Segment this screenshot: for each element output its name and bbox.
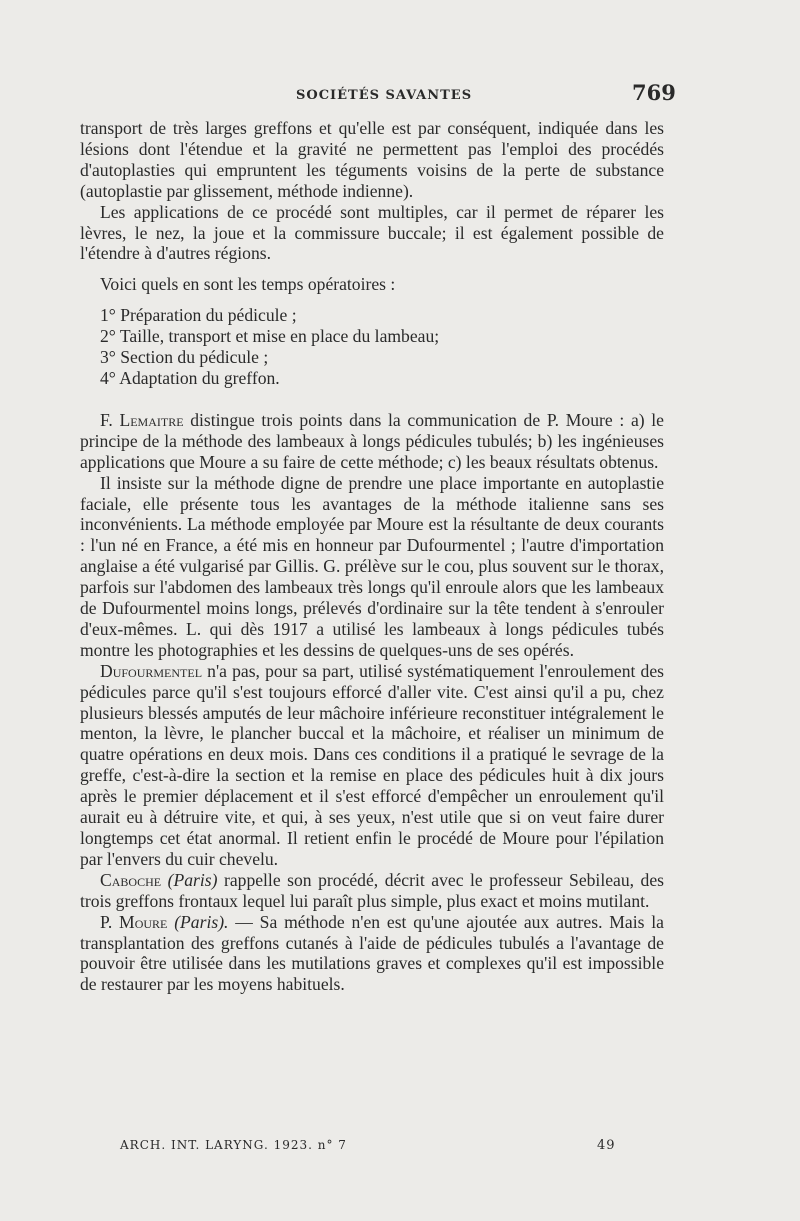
page-footer [120,1138,640,1158]
signature-number: 49 [597,1138,616,1153]
paragraph-text: — Sa méthode n'en est qu'une ajoutée aux autres. Mais la transplantation des greffons cutanés à l'aide de pédicules tubulés a l'avantage de pouvoir être utilisée dans les mutilations graves et complexes qu'il est impossible de restaurer par les moyens habituels. [80,911,664,995]
paragraph-moure [80,912,664,996]
paragraph-dufourmentel [80,661,664,870]
paragraph-text: n'a pas, pour sa part, utilisé systématiquement l'enroulement des pédicules parce qu'il s'est toujours efforcé d'aller vite. C'est ainsi qu'il a pu, chez plusieurs blessés amputés de leur mâchoire inférieure reconstituer intégralement le menton, la lèvre, le plancher buccal et la mâchoire, et réaliser un minimum de quatre opérations en deux mois. Dans ces conditions il a pratiqué le sevrage de la greffe, c'est-à-dire la section et la remise en place des pédicules huit à dix jours après le premier déplacement et il s'est efforcé d'empêcher un enroulement qu'il aurait eu à détruire vite, et qui, à ses yeux, n'est utile que si on veut faire durer longtemps cet état anormal. Il retient enfin le procédé de Moure pour l'épilation par l'envers du cuir chevelu. [80,660,664,869]
speaker-city: (Paris) [167,869,218,890]
paragraph-1: transport de très larges greffons et qu'elle est par conséquent, indiquée dans les lésions dont l'étendue et la gravité ne permettent pas l'emploi des procédés d'autoplasties qui empruntent les téguments voisins de la perte de substance (autoplastie par glissement, méthode indienne). [80,118,664,201]
operative-steps-list [80,305,664,389]
paragraph-lemaitre [80,410,664,473]
speaker-city: (Paris). [174,911,229,932]
speaker-name: F. Lemaitre [100,409,184,430]
speaker-name: P. Moure [100,911,168,932]
list-item: 3° Section du pédicule ; [100,347,269,368]
paragraph-text: distingue trois points dans la communication de P. Moure : a) le principe de la méthode des lambeaux à longs pédicules tubulés; b) les ingénieuses applications que Moure a su faire de cette méthode; c) les beaux résultats obtenus. [80,409,664,472]
paragraph-2: Les applications de ce procédé sont multiples, car il permet de réparer les lèvres, le nez, la joue et la commissure buccale; il est également possible de l'étendre à d'autres régions. [80,201,664,264]
running-head: SOCIÉTÉS SAVANTES [296,88,473,103]
speaker-name: Dufourmentel [100,660,203,681]
paragraph-5: Il insiste sur la méthode digne de prendre une place importante en autoplastie faciale, elle présente tous les avantages de la méthode italienne sans ses inconvénients. La méthode employée par Moure est la résultante de deux courants : l'un né en France, a été mis en honneur par Dufourmentel ; l'autre d'importation anglaise a été vulgarisé par Gillis. G. prélève sur le cou, plus souvent sur le thorax, parfois sur l'abdomen des lambeaux très longs qu'il enroule alors que les lambeaux de Dufourmentel moins longs, prélevés d'ordinaire sur la tête tendent à s'enrouler d'eux-mêmes. L. qui dès 1917 a utilisé les lambeaux à longs pédicules tubés montre les photographies et les dessins de quelques-uns de ses opérés. [80,472,664,660]
page-header [0,80,800,110]
list-item: 2° Taille, transport et mise en place du lambeau; [100,326,440,347]
list-item: 4° Adaptation du greffon. [100,367,280,388]
paragraph-caboche [80,870,664,912]
paragraph-text: rappelle son procédé, décrit avec le professeur Sebileau, des trois greffons frontaux lequel lui paraît plus simple, plus exact et moins mutilant. [80,869,664,911]
body-text [80,118,664,995]
list-item: 1° Préparation du pédicule ; [100,305,297,326]
journal-reference: ARCH. INT. LARYNG. 1923. n° 7 [120,1138,347,1152]
page-number: 769 [632,80,676,105]
paragraph-3: Voici quels en sont les temps opératoires : [100,274,396,295]
speaker-name: Caboche [100,869,162,890]
